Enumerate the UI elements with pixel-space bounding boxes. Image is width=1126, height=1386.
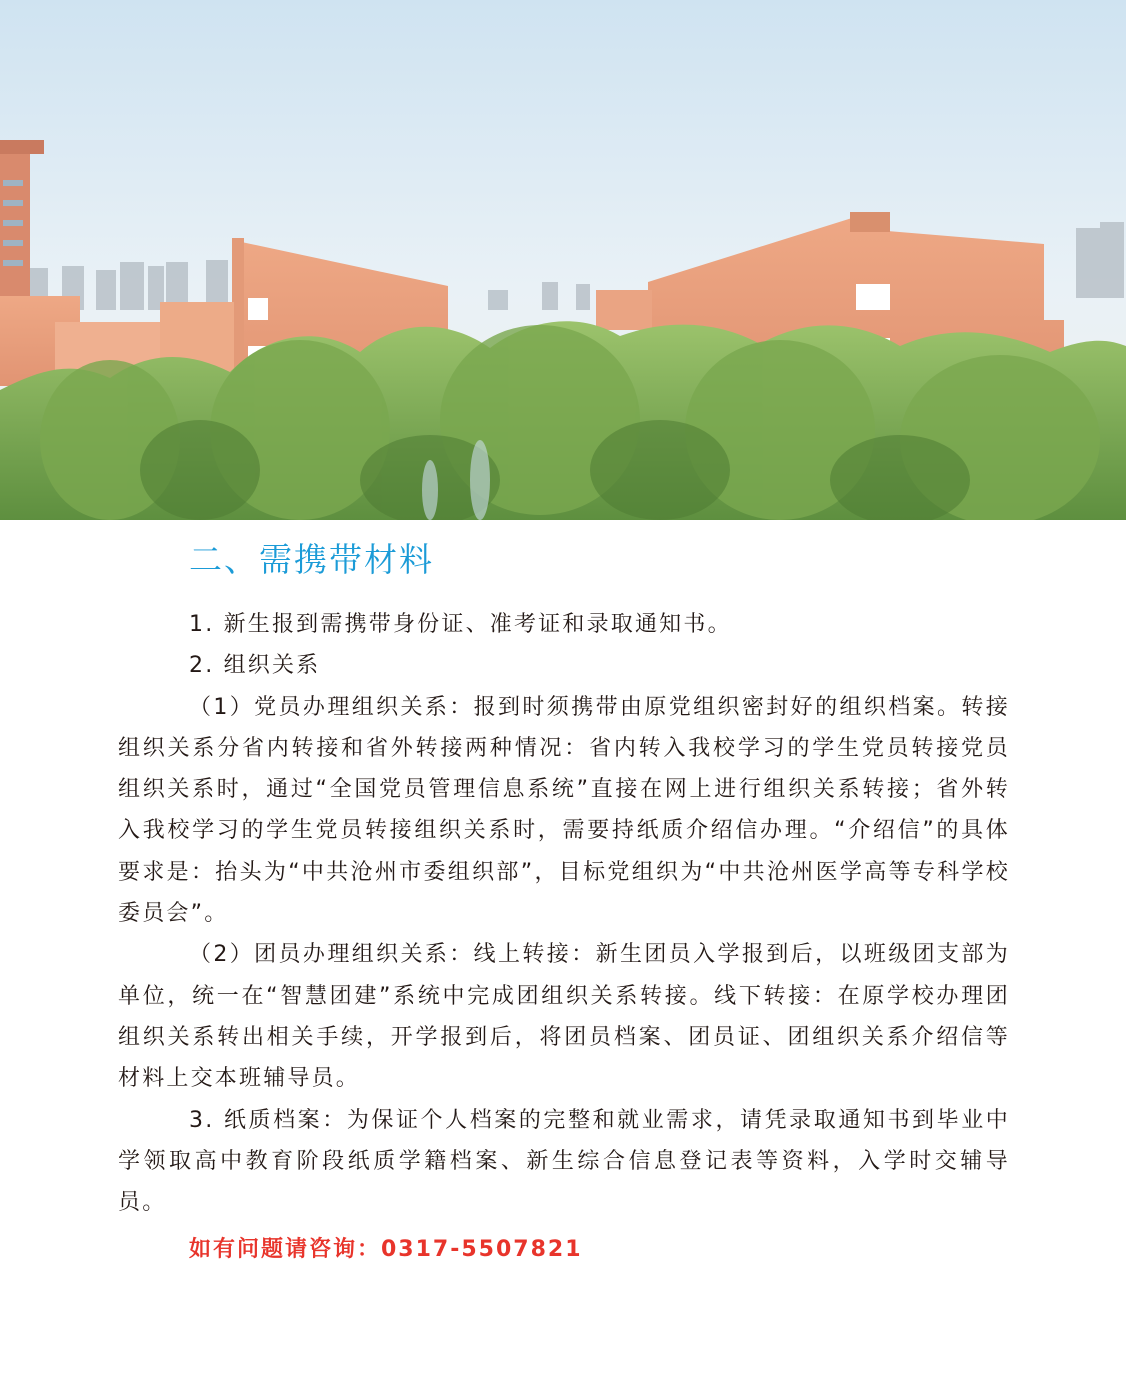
paragraph-id-documents: 1. 新生报到需携带身份证、准考证和录取通知书。 [189, 612, 732, 637]
paragraph-league-member: （2）团员办理组织关系：线上转接：新生团员入学报到后，以班级团支部为单位，统一在“智慧团建”系统中完成团组织关系转接。线下转接：在原学校办理团组织关系转出相关手续，开学报到后，将团员档案、团员证、团组织关系介绍信等材料上交本班辅导员。 [118, 942, 1010, 1092]
paragraph-party-member: （1）党员办理组织关系：报到时须携带由原党组织密封好的组织档案。转接组织关系分省内转接和省外转接两种情况：省内转入我校学习的学生党员转接党员组织关系时，通过“全国党员管理信息系统”直接在网上进行组织关系转接；省外转入我校学习的学生党员转接组织关系时，需要持纸质介绍信办理。“介绍信”的具体要求是：抬头为“中共沧州市委组织部”，目标党组织为“中共沧州医学高等专科学校委员会”。 [118, 694, 1010, 927]
section-heading: 二、需携带材料 [189, 540, 434, 579]
body-text [118, 604, 1010, 1223]
contact-phone-line: 如有问题请咨询：0317-5507821 [189, 1237, 583, 1262]
paragraph-paper-archives: 3. 纸质档案：为保证个人档案的完整和就业需求，请凭录取通知书到毕业中学领取高中教育阶段纸质学籍档案、新生综合信息登记表等资料，入学时交辅导员。 [118, 1107, 1010, 1216]
campus-photo [0, 0, 1126, 520]
paragraph-organization-heading: 2. 组织关系 [189, 653, 321, 679]
